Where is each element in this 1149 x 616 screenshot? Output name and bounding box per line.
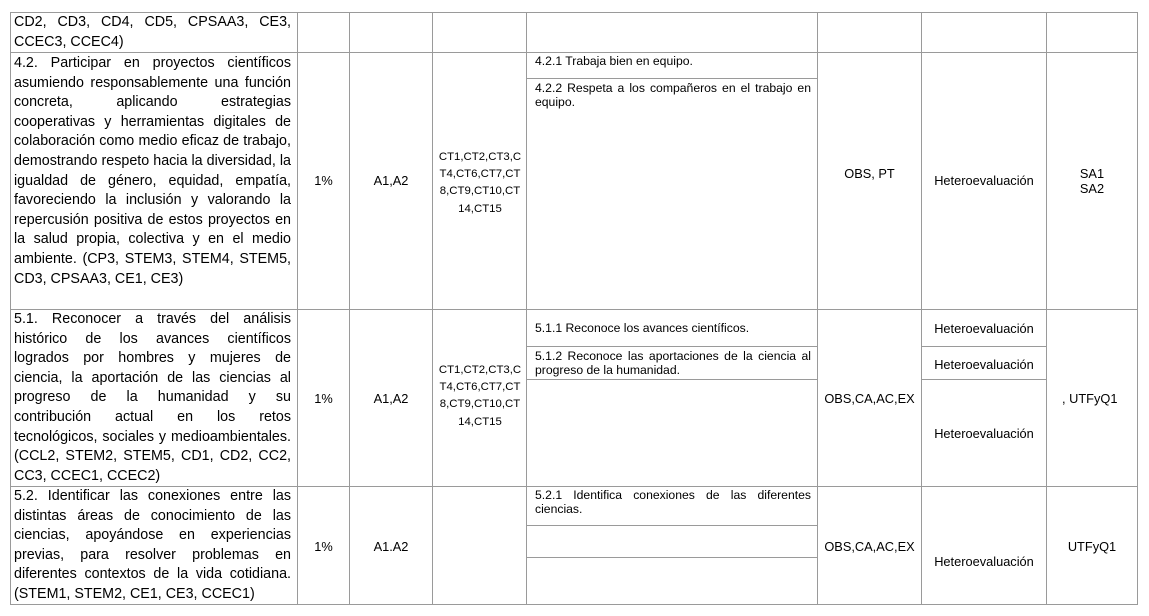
competences-value: CT1,CT2,CT3,CT4,CT6,CT7,CT8,CT9,CT10,CT14,CT15 [438, 364, 522, 428]
activities-value: A1.A2 [373, 539, 409, 554]
criterion-text: CD2, CD3, CD4, CD5, CPSAA3, CE3, CCEC3, CCEC4) [14, 14, 291, 50]
instruments-value: OBS,CA,AC,EX [824, 539, 915, 554]
unit-value: UTFyQ1 [1067, 539, 1117, 554]
evaluation-type: Heteroevaluación [934, 554, 1034, 569]
indicator-text: 4.2.1 Trabaja bien en equipo. [535, 54, 693, 68]
evaluation-type: Heteroevaluación [934, 426, 1034, 441]
competences-value: CT1,CT2,CT3,CT4,CT6,CT7,CT8,CT9,CT10,CT14,CT15 [438, 151, 522, 215]
evaluation-type: Heteroevaluación [934, 173, 1034, 188]
evaluation-type: Heteroevaluación [934, 321, 1034, 336]
indicator-text: 4.2.2 Respeta a los compañeros en el trabajo en equipo. [535, 81, 811, 110]
unit-value: SA2 [1079, 181, 1105, 196]
indicator-text: 5.1.2 Reconoce las aportaciones de la ciencia al progreso de la humanidad. [535, 349, 811, 378]
criterion-text: 5.2. Identificar las conexiones entre las distintas áreas de conocimiento de las ciencias, apoyándose en experiencias previas, para resolver problemas en diferentes contextos de la vida cotidiana. (STEM1, STEM2, CE1, CE3, CCEC1) [14, 488, 291, 602]
unit-value: SA1 [1079, 166, 1105, 181]
criterion-text: 4.2. Participar en proyectos científicos asumiendo responsablemente una función concreta, aplicando estrategias cooperativas y herramientas digitales de colaboración como medio eficaz de trabajo, demostrando respeto hacia la diversidad, la igualdad de género, equidad, empatía, favoreciendo la inclusión y valorando la repercusión positiva de estos proyectos en la salud propia, colectiva y en el medio ambiente. (CP3, STEM3, STEM4, STEM5, CD3, CPSAA3, CE1, CE3) [14, 55, 291, 287]
weight-value: 1% [314, 173, 333, 188]
weight-value: 1% [314, 391, 333, 406]
evaluation-type: Heteroevaluación [934, 357, 1034, 372]
instruments-value: OBS,CA,AC,EX [824, 391, 915, 406]
activities-value: A1,A2 [373, 391, 409, 406]
activities-value: A1,A2 [373, 173, 409, 188]
indicator-text: 5.2.1 Identifica conexiones de las diferentes ciencias. [535, 488, 811, 517]
unit-value: , UTFyQ1 [1062, 391, 1118, 406]
weight-value: 1% [314, 539, 333, 554]
criterion-text: 5.1. Reconocer a través del análisis histórico de los avances científicos logrados por hombres y mujeres de ciencia, la aportación de las ciencias al progreso de la humanidad y su contribución actual en los retos tecnológicos, sociales y medioambientales. (CCL2, STEM2, STEM5, CD1, CD2, CC2, CC3, CCEC1, CCEC2) [14, 311, 291, 484]
instruments-value: OBS, PT [844, 166, 895, 181]
indicator-text: 5.1.1 Reconoce los avances científicos. [535, 321, 750, 335]
